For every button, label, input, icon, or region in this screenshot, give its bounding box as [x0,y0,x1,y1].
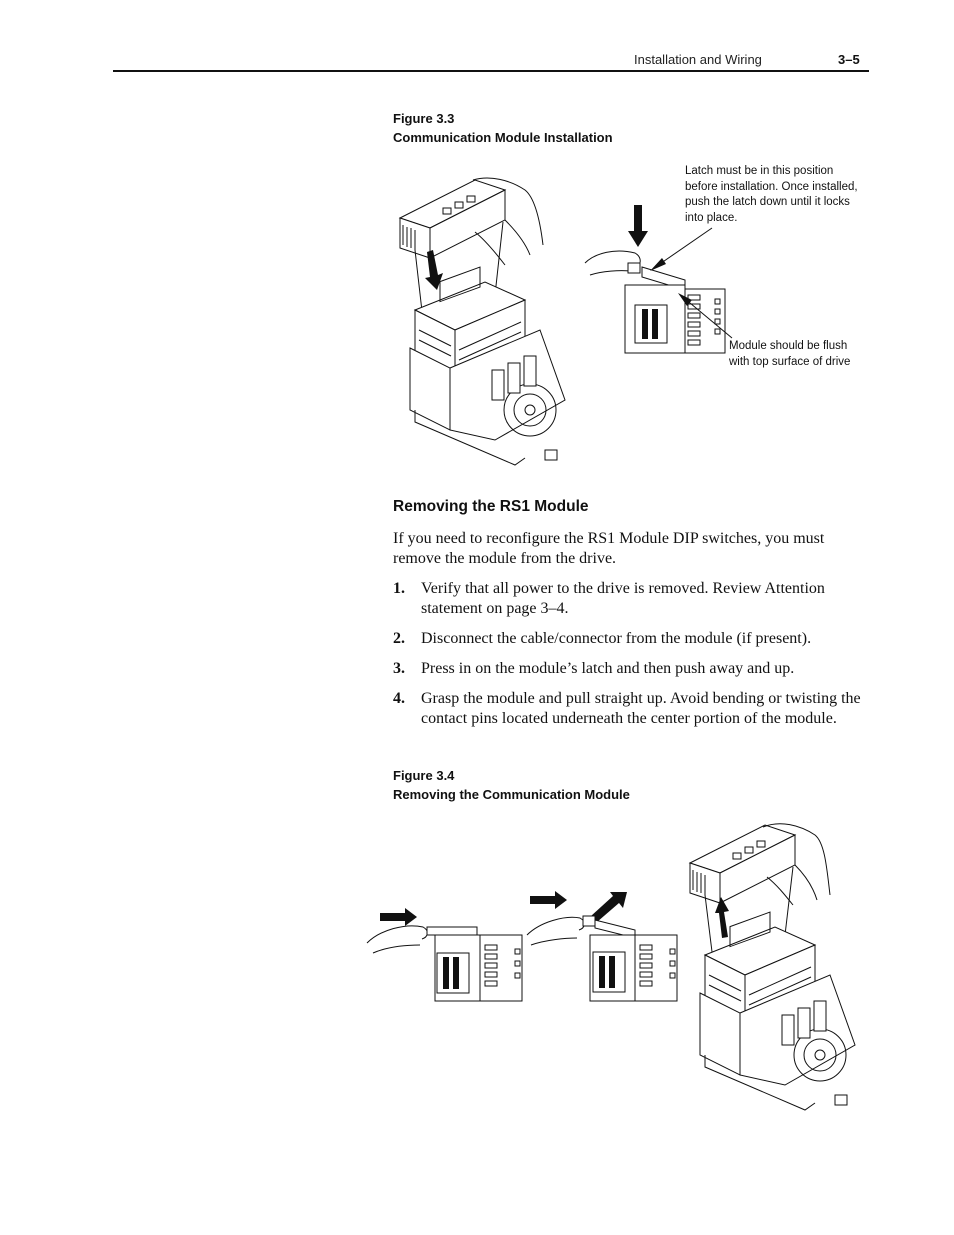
figure-number: Figure 3.4 [393,768,455,783]
figure-title: Communication Module Installation [393,130,613,145]
comm-module [690,825,795,903]
intro-paragraph: If you need to reconfigure the RS1 Module DIP switches, you must remove the module from the drive. [393,530,825,567]
step-text: Verify that all power to the drive is removed. Review Attention statement on page 3–4. [421,580,825,617]
header-rule [113,70,869,72]
list-item [393,629,869,649]
figure-3-3-drive-illustration [395,170,575,475]
page-number: 3–5 [838,52,860,67]
figure-3-3-caption [393,109,613,147]
arrow-icon [530,891,567,909]
figure-title: Removing the Communication Module [393,787,630,802]
list-item [393,659,869,679]
callout-latch-position: Latch must be in this position before installation. Once installed, push the latch down until it locks into place. [685,165,858,224]
drive-body [410,267,565,465]
hand [367,926,427,953]
arrow-icon [591,892,627,922]
figure-3-4-push-away [525,890,690,1005]
list-item [393,689,869,729]
step-text: Grasp the module and pull straight up. Avoid bending or twisting the contact pins located underneath the center portion of the module. [421,690,861,727]
figure-3-4-caption [393,766,630,804]
hand [527,917,584,945]
figure-3-4-drive-illustration [685,815,865,1120]
arrow-icon [380,908,417,926]
callout-module-flush: Module should be flush with top surface of drive [729,340,851,368]
step-text: Disconnect the cable/connector from the module (if present). [421,630,812,647]
running-header-title: Installation and Wiring [634,52,762,67]
figure-3-4-press-latch [365,905,535,1005]
step-text: Press in on the module’s latch and then push away and up. [421,660,795,677]
figure-number: Figure 3.3 [393,111,455,126]
step-number: 4. [393,690,405,707]
step-number: 1. [393,580,405,597]
steps-list [393,579,869,739]
step-number: 2. [393,630,405,647]
section-heading: Removing the RS1 Module [393,498,589,515]
list-item [393,579,869,619]
step-number: 3. [393,660,405,677]
arrow-icon [715,897,729,938]
drive-body [700,912,855,1110]
callout-leaders [640,220,760,350]
